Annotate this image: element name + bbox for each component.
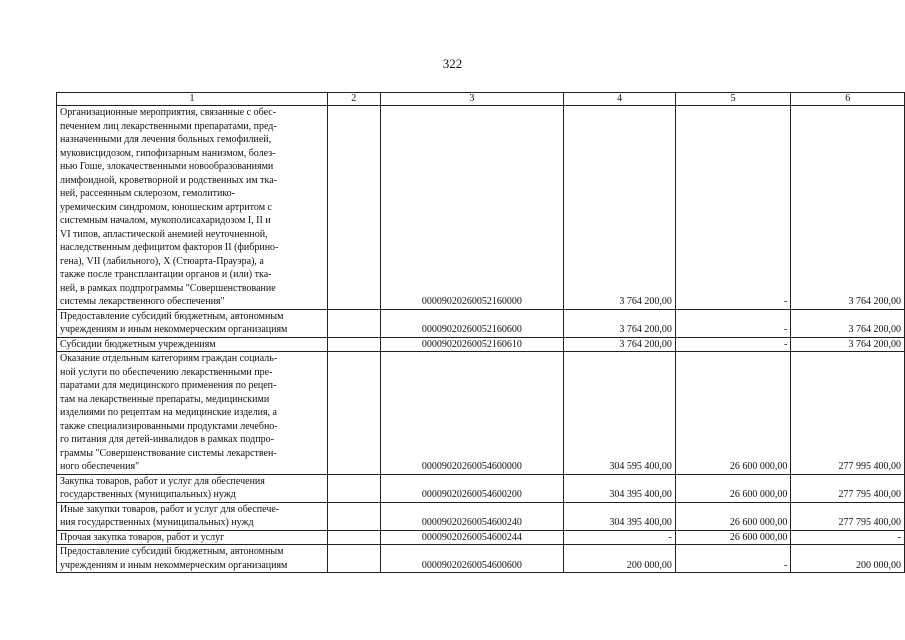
row-code: 00009020260054600000: [380, 352, 564, 475]
row-column-2: [327, 530, 380, 545]
description-line: паратами для медицинского применения по рецеп-: [60, 380, 277, 391]
row-code: 00009020260054600600: [380, 545, 564, 573]
budget-table: [56, 92, 905, 573]
row-code: 00009020260054600244: [380, 530, 564, 545]
row-amount-column-5: 26 600 000,00: [675, 502, 791, 530]
description-line: системы лекарственного обеспечения": [60, 296, 225, 307]
row-column-2: [327, 474, 380, 502]
description-line: VI типов, апластической анемией неуточненной,: [60, 228, 268, 240]
description-line: граммы "Совершенствование системы лекарствен-: [60, 447, 277, 459]
row-amount-column-6: 277 995 400,00: [791, 352, 905, 475]
description-line: государственных (муниципальных) нужд: [60, 489, 236, 500]
table-row: [57, 106, 905, 310]
row-column-2: [327, 502, 380, 530]
description-line: назначенными для лечения больных гемофилией,: [60, 134, 272, 145]
row-amount-column-6: 200 000,00: [791, 545, 905, 573]
description-line: также после трансплантации органов и (или) тка-: [60, 269, 272, 280]
row-amount-column-6: 277 795 400,00: [791, 502, 905, 530]
description-line: уремическим синдромом, юношеским артритом с: [60, 201, 272, 213]
row-code: 00009020260054600200: [380, 474, 564, 502]
description-line: там на лекарственные препараты, медицинскими: [60, 393, 270, 405]
row-amount-column-4: 304 395 400,00: [564, 474, 676, 502]
description-line: ной услуги по обеспечению лекарственными пре-: [60, 366, 273, 378]
row-code: 00009020260052160000: [380, 106, 564, 310]
description-line: изделиями по рецептам на медицинские изделия, а: [60, 407, 277, 418]
description-line: печением лиц лекарственными препаратами, пред-: [60, 120, 277, 132]
column-header-5: 5: [675, 93, 791, 106]
row-amount-column-5: 26 600 000,00: [675, 530, 791, 545]
description-line: наследственным дефицитом факторов II (фибрино-: [60, 242, 279, 253]
description-line: Организационные мероприятия, связанные с обес-: [60, 107, 277, 118]
row-column-2: [327, 106, 380, 310]
row-column-2: [327, 545, 380, 573]
row-description: [57, 106, 328, 310]
row-description: [57, 502, 328, 530]
table-row: [57, 474, 905, 502]
row-column-2: [327, 309, 380, 337]
column-header-2: 2: [327, 93, 380, 106]
description-line: ния государственных (муниципальных) нужд: [60, 517, 254, 528]
row-amount-column-4: 304 595 400,00: [564, 352, 676, 475]
description-line: системным началом, мукополисахаридозом I, II и: [60, 215, 271, 226]
description-line: также специализированными продуктами лечебно-: [60, 420, 278, 432]
table-header-row: [57, 93, 905, 106]
page-number: 322: [442, 56, 463, 71]
row-amount-column-6: 277 795 400,00: [791, 474, 905, 502]
row-column-2: [327, 352, 380, 475]
row-description: [57, 352, 328, 475]
row-amount-column-4: 304 395 400,00: [564, 502, 676, 530]
table-row: [57, 352, 905, 475]
row-code: 00009020260052160610: [380, 337, 564, 352]
row-code: 00009020260052160600: [380, 309, 564, 337]
row-column-2: [327, 337, 380, 352]
row-amount-column-5: 26 600 000,00: [675, 474, 791, 502]
row-amount-column-4: 3 764 200,00: [564, 337, 676, 352]
row-amount-column-5: 26 600 000,00: [675, 352, 791, 475]
row-amount-column-5: -: [675, 106, 791, 310]
table-row: [57, 502, 905, 530]
row-amount-column-6: 3 764 200,00: [791, 106, 905, 310]
description-line: Оказание отдельным категориям граждан социаль-: [60, 353, 278, 364]
table-row: [57, 337, 905, 352]
description-line: Предоставление субсидий бюджетным, автономным: [60, 546, 284, 557]
description-line: го питания для детей-инвалидов в рамках подпро-: [60, 434, 274, 445]
description-line: Иные закупки товаров, работ и услуг для обеспече-: [60, 503, 280, 515]
row-amount-column-5: -: [675, 309, 791, 337]
description-line: ней, в рамках подпрограммы "Совершенствование: [60, 282, 276, 294]
table-row: [57, 530, 905, 545]
table-row: [57, 309, 905, 337]
column-header-4: 4: [564, 93, 676, 106]
description-line: Предоставление субсидий бюджетным, автономным: [60, 310, 284, 322]
row-amount-column-4: 3 764 200,00: [564, 106, 676, 310]
description-line: учреждениям и иным некоммерческим организациям: [60, 559, 288, 571]
row-amount-column-4: 200 000,00: [564, 545, 676, 573]
row-amount-column-5: -: [675, 545, 791, 573]
description-line: Прочая закупка товаров, работ и услуг: [60, 531, 225, 543]
description-line: учреждениям и иным некоммерческим организациям: [60, 324, 288, 335]
description-line: Субсидии бюджетным учреждениям: [60, 338, 216, 350]
row-description: [57, 309, 328, 337]
row-amount-column-6: 3 764 200,00: [791, 309, 905, 337]
table-row: [57, 545, 905, 573]
row-amount-column-5: -: [675, 337, 791, 352]
row-description: [57, 545, 328, 573]
row-description: [57, 474, 328, 502]
row-description: [57, 337, 328, 352]
row-description: [57, 530, 328, 545]
description-line: нью Гоше, злокачественными новообразованиями: [60, 161, 274, 172]
description-line: муковисцидозом, гипофизарным нанизмом, болез-: [60, 147, 276, 159]
row-code: 00009020260054600240: [380, 502, 564, 530]
column-header-1: 1: [57, 93, 328, 106]
row-amount-column-6: 3 764 200,00: [791, 337, 905, 352]
description-line: ного обеспечения": [60, 461, 140, 472]
column-header-6: 6: [791, 93, 905, 106]
column-header-3: 3: [380, 93, 564, 106]
row-amount-column-6: -: [791, 530, 905, 545]
row-amount-column-4: -: [564, 530, 676, 545]
description-line: Закупка товаров, работ и услуг для обеспечения: [60, 475, 265, 487]
description-line: лимфоидной, кроветворной и родственных им тка-: [60, 174, 277, 186]
row-amount-column-4: 3 764 200,00: [564, 309, 676, 337]
description-line: гена), VII (лабильного), X (Стюарта-Прауэра), а: [60, 255, 264, 267]
description-line: ней, рассеянным склерозом, гемолитико-: [60, 188, 235, 199]
